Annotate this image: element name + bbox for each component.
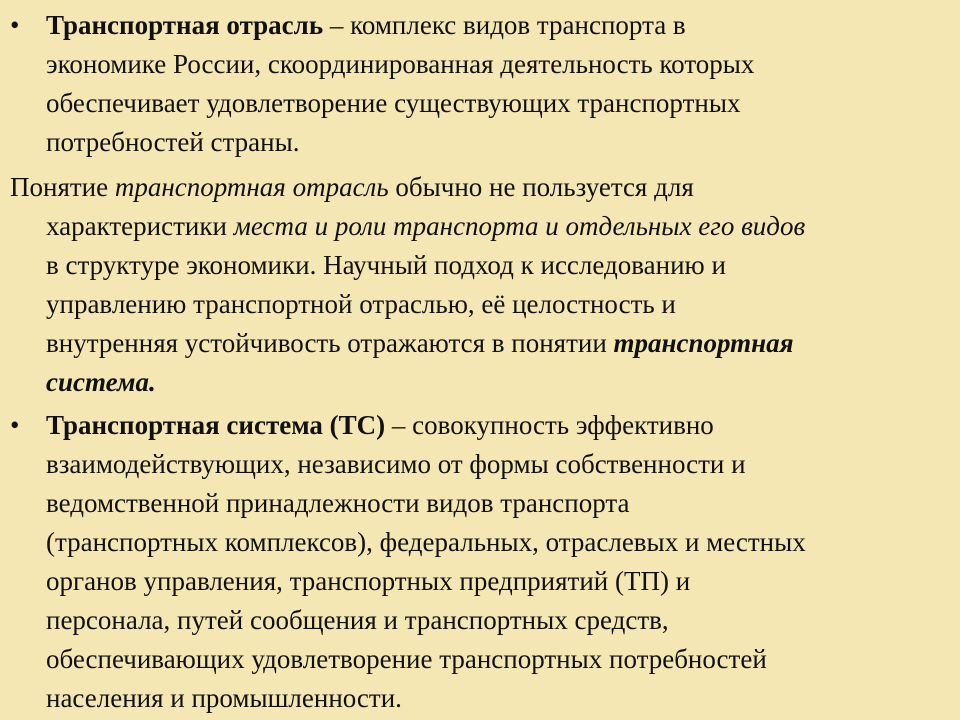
para1-line2: экономике России, скоординированная деятельность которых: [46, 49, 755, 79]
para2-line6: [10, 363, 950, 402]
term-transport-system: Транспортная система (ТС): [46, 410, 386, 440]
definition-transport-industry: [10, 6, 950, 162]
para2-line1: Понятие транспортная отрасль обычно не пользуется для: [10, 172, 694, 202]
bullet-icon: •: [10, 410, 20, 440]
definition-transport-system: [10, 406, 950, 718]
italic-transport-industry: транспортная отрасль: [114, 172, 389, 202]
para2-line3: в структуре экономики. Научный подход к исследованию и: [46, 250, 726, 280]
bullet-icon: •: [10, 10, 20, 40]
para2-line2: характеристики места и роли транспорта и отдельных его видов: [46, 211, 806, 241]
term-transport-system-2: система.: [46, 367, 156, 397]
para3-line2: взаимодействующих, независимо от формы собственности и: [46, 449, 746, 479]
para2-line4: управлению транспортной отраслью, её целостность и: [46, 289, 676, 319]
italic-place-role: места и роли транспорта и отдельных его видов: [233, 211, 806, 241]
para3-line4: (транспортных комплексов), федеральных, отраслевых и местных: [46, 527, 806, 557]
term-transport-industry: Транспортная отрасль: [46, 10, 324, 40]
para3-line1: Транспортная система (ТС) – совокупность эффективно: [46, 410, 714, 440]
para2-line5: внутренняя устойчивость отражаются в понятии транспортная: [46, 328, 794, 358]
para1-line4: потребностей страны.: [46, 127, 300, 157]
para1-line3: обеспечивает удовлетворение существующих транспортных: [46, 88, 741, 118]
para1-line1: Транспортная отрасль – комплекс видов транспорта в: [46, 10, 686, 40]
para3-line7: обеспечивающих удовлетворение транспортных потребностей: [46, 644, 767, 674]
para3-line5: органов управления, транспортных предприятий (ТП) и: [46, 566, 691, 596]
concept-paragraph: [10, 168, 950, 402]
para3-line6: персонала, путей сообщения и транспортных средств,: [46, 605, 669, 635]
para3-line8: населения и промышленности.: [46, 683, 402, 713]
term-transport-system-1: транспортная: [613, 328, 794, 358]
para3-line3: ведомственной принадлежности видов транспорта: [46, 488, 630, 518]
